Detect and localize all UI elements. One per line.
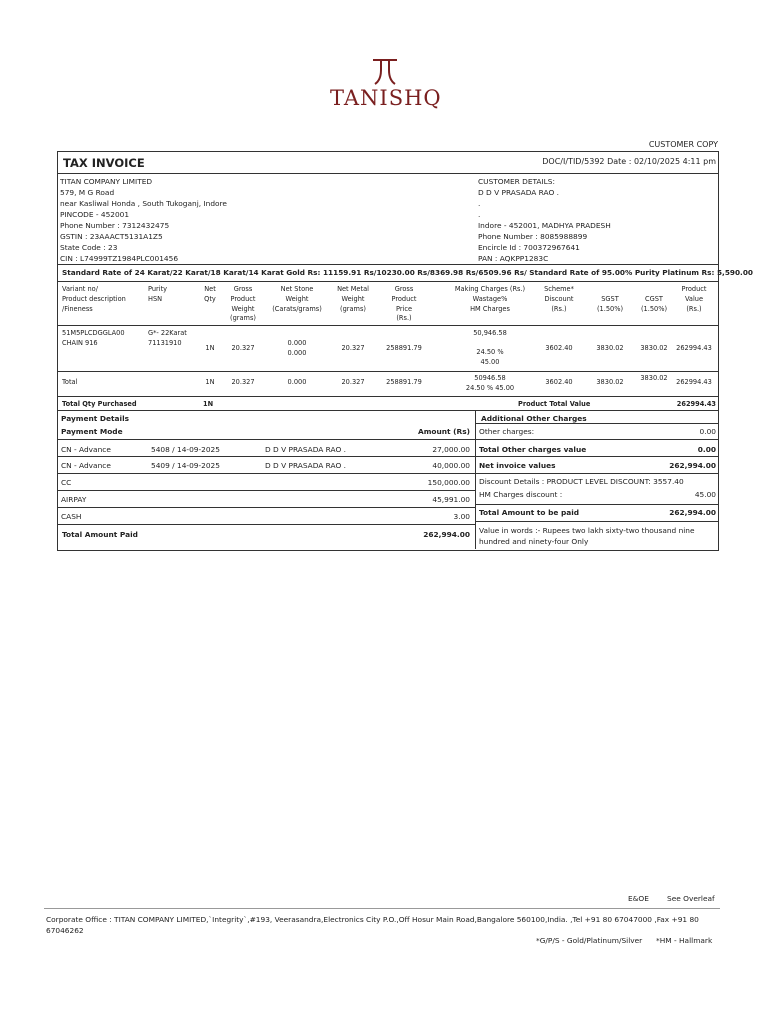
total-wastage-hm: 24.50 % 45.00 (465, 383, 515, 392)
item-wastage: 24.50 % (476, 348, 504, 356)
header-line: (Rs.) (551, 304, 567, 313)
col-stone-weight-header (268, 285, 326, 314)
col-purity-header (148, 285, 167, 305)
item-product-value: 262994.43 (676, 344, 712, 352)
total-gross-weight: 20.327 (231, 378, 255, 386)
col-value-header (674, 285, 714, 314)
header-line: Product description (62, 294, 126, 303)
total-qty-purchased-label: Total Qty Purchased (62, 400, 137, 408)
header-line: CGST (645, 295, 663, 303)
col-variant-header (62, 285, 126, 314)
divider (57, 524, 475, 525)
seller-line: PINCODE - 452001 (60, 210, 130, 219)
customer-line: PAN : AQKPP1283C (478, 254, 549, 263)
item-purity (148, 329, 187, 349)
seller-line: 579, M G Road (60, 188, 115, 197)
total-to-pay-label: Total Amount to be paid (479, 508, 580, 517)
hm-charges-discount-value: 45.00 (694, 490, 716, 499)
item-stone-weight (268, 339, 326, 359)
header-line: Qty (204, 294, 216, 303)
seller-line: Phone Number : 7312432475 (60, 221, 170, 230)
hm-charges-discount-label: HM Charges discount : (479, 490, 563, 499)
header-line: Value (684, 294, 704, 303)
payment-mode: CASH (61, 512, 82, 521)
col-metal-weight-header (332, 285, 374, 314)
col-making-header (450, 285, 530, 314)
tanishq-emblem-icon (370, 56, 400, 86)
col-scheme-header (538, 285, 580, 314)
total-stone-weight: 0.000 (287, 378, 307, 386)
header-line: HSN (148, 294, 163, 303)
seller-line: TITAN COMPANY LIMITED (60, 177, 153, 186)
total-making (440, 374, 540, 394)
eoe-label: E&OE (628, 894, 649, 903)
customer-line: Indore - 452001, MADHYA PRADESH (478, 221, 611, 230)
header-line: Gross (233, 285, 253, 293)
header-line: Net (204, 285, 216, 293)
corporate-office (46, 914, 718, 936)
seller-line: GSTIN : 23AAACT5131A1Z5 (60, 232, 163, 241)
payment-mode: CN - Advance (61, 445, 111, 454)
header-line: Weight (341, 294, 365, 303)
total-metal-weight: 20.327 (341, 378, 365, 386)
customer-line: Phone Number : 8085988899 (478, 232, 588, 241)
other-charges-label: Other charges: (479, 427, 535, 436)
section-divider (475, 410, 476, 549)
total-row-label: Total (62, 378, 78, 386)
divider (57, 325, 719, 326)
header-line: Variant no/ (62, 285, 98, 293)
item-metal-weight: 20.327 (341, 344, 365, 352)
item-making-charges: 50,946.58 (473, 329, 507, 337)
divider (475, 439, 719, 440)
header-line: /Fineness (62, 304, 93, 313)
header-line: Weight (231, 304, 255, 313)
divider (57, 490, 475, 491)
divider (57, 396, 719, 397)
header-line: Product (230, 294, 256, 303)
total-product-value: 262994.43 (676, 378, 712, 386)
header-line: Gross (394, 285, 414, 293)
header-line: Net Metal (337, 285, 369, 293)
value-in-words-line: hundred and ninety-four Only (479, 537, 589, 546)
total-amount-paid-value: 262,994.00 (423, 530, 470, 539)
divider (475, 423, 719, 424)
item-sgst: 3830.02 (596, 344, 624, 352)
header-line: (Carats/grams) (272, 304, 322, 313)
header-line: Price (395, 304, 413, 313)
item-wastage-hm (450, 348, 530, 368)
payment-amount: 45,991.00 (432, 495, 470, 504)
seller-line: CIN : L74999TZ1984PLC001456 (60, 254, 179, 263)
total-to-pay-value: 262,994.00 (669, 508, 716, 517)
divider (57, 439, 475, 440)
header-line: (grams) (340, 304, 366, 313)
item-variant-code: 51M5PLCDGGLA00 (62, 329, 125, 337)
amount-header: Amount (Rs) (418, 427, 470, 436)
other-charges-value: 0.00 (699, 427, 716, 436)
net-invoice-value: 262,994.00 (669, 461, 716, 470)
total-sgst: 3830.02 (596, 378, 624, 386)
item-stone-weight-value: 0.000 (287, 348, 307, 357)
payment-ref: 5408 / 14-09-2025 (151, 445, 220, 454)
invoice-title: TAX INVOICE (63, 156, 145, 170)
seller-line: near Kasliwal Honda , South Tukoganj, Indore (60, 199, 227, 208)
col-qty-header (198, 285, 222, 305)
col-sgst-header (590, 295, 630, 315)
total-gross-price: 258891.79 (386, 378, 422, 386)
customer-line: Encircle Id : 700372967641 (478, 243, 580, 252)
header-line: Making Charges (Rs.) (454, 285, 526, 293)
divider (57, 264, 719, 265)
payment-amount: 150,000.00 (427, 478, 470, 487)
divider (475, 473, 719, 474)
payment-mode-header: Payment Mode (61, 427, 123, 436)
item-gross-price: 258891.79 (386, 344, 422, 352)
header-line: (Rs.) (396, 314, 412, 323)
col-cgst-header (634, 295, 674, 315)
col-gross-weight-header (224, 285, 262, 324)
divider (57, 410, 719, 411)
customer-details (478, 176, 713, 264)
tanishq-logo (330, 56, 440, 120)
divider (57, 507, 475, 508)
gps-note: *G/P/S - Gold/Platinum/Silver (536, 936, 643, 945)
col-gross-price-header (384, 285, 424, 324)
header-line: (1.50%) (640, 304, 668, 313)
customer-line: . (478, 199, 481, 208)
header-line: SGST (601, 295, 619, 303)
divider (57, 473, 475, 474)
hm-note: *HM - Hallmark (656, 936, 713, 945)
payment-mode: CN - Advance (61, 461, 111, 470)
total-scheme-discount: 3602.40 (545, 378, 573, 386)
divider (57, 281, 719, 282)
total-other-charges-value: 0.00 (697, 445, 716, 454)
item-purity-value: G*- 22Karat (148, 329, 187, 337)
seller-line: State Code : 23 (60, 243, 118, 252)
header-line: Product (681, 285, 707, 293)
payment-amount: 27,000.00 (432, 445, 470, 454)
item-variant (62, 329, 125, 349)
brand-wordmark: TANISHQ (330, 86, 442, 110)
total-making-value: 50946.58 (474, 374, 506, 382)
total-amount-paid-label: Total Amount Paid (62, 530, 138, 539)
item-scheme-discount: 3602.40 (545, 344, 573, 352)
customer-copy-label: CUSTOMER COPY (648, 140, 718, 149)
header-line: Product (391, 294, 417, 303)
value-in-words (479, 525, 715, 547)
standard-rates: Standard Rate of 24 Karat/22 Karat/18 Karat/14 Karat Gold Rs: 11159.91 Rs/10230.00 Rs/8369.98 Rs/6509.96 Rs/ Standard Rate of 95.00% Purity Platinum Rs: 5,590.00 (62, 268, 753, 277)
divider (475, 456, 719, 457)
item-hm-charges: 45.00 (480, 357, 500, 366)
item-cgst: 3830.02 (640, 344, 668, 352)
header-line: (Rs.) (686, 304, 702, 313)
header-line: Weight (285, 294, 309, 303)
divider (57, 456, 475, 457)
header-line: HM Charges (470, 304, 510, 313)
product-total-value: 262994.43 (676, 400, 716, 408)
header-line: Purity (148, 285, 168, 293)
total-cgst: 3830.02 (640, 374, 668, 382)
corporate-office-line: Corporate Office : TITAN COMPANY LIMITED,`Integrity`,#193, Veerasandra,Electronics City P.O.,Off Hosur Main Road,Bangalore 560100,India. ,Tel +91 80 67047000 ,Fax +91 80 (46, 915, 699, 924)
payment-mode: AIRPAY (61, 495, 87, 504)
document-number-date: DOC/I/TID/5392 Date : 02/10/2025 4:11 pm (542, 157, 716, 166)
total-qty: 1N (205, 378, 215, 386)
item-qty: 1N (205, 344, 215, 352)
item-hsn: 71131910 (148, 338, 182, 347)
footer-divider (44, 908, 720, 909)
payment-mode: CC (61, 478, 72, 487)
payment-name: D D V PRASADA RAO . (265, 461, 346, 470)
value-in-words-line: Value in words :- Rupees two lakh sixty-two thousand nine (479, 526, 695, 535)
discount-details: Discount Details : PRODUCT LEVEL DISCOUNT: 3557.40 (479, 477, 684, 486)
total-other-charges-label: Total Other charges value (479, 445, 587, 454)
divider (475, 521, 719, 522)
payment-name: D D V PRASADA RAO . (265, 445, 346, 454)
see-overleaf-label: See Overleaf (667, 894, 715, 903)
header-line: Net Stone (280, 285, 314, 293)
header-line: Discount (544, 294, 574, 303)
additional-charges-title: Additional Other Charges (481, 414, 587, 423)
payment-ref: 5409 / 14-09-2025 (151, 461, 220, 470)
item-stone-weight-value: 0.000 (287, 339, 307, 347)
customer-line: CUSTOMER DETAILS: (478, 177, 555, 186)
header-line: (1.50%) (596, 304, 624, 313)
seller-details (60, 176, 460, 264)
divider (57, 371, 719, 372)
customer-line: D D V PRASADA RAO . (478, 188, 559, 197)
divider (475, 504, 719, 505)
total-qty-purchased-value: 1N (203, 400, 214, 408)
payment-details-title: Payment Details (61, 414, 130, 423)
corporate-office-line: 67046262 (46, 926, 84, 935)
payment-amount: 3.00 (453, 512, 470, 521)
item-description: CHAIN 916 (62, 338, 98, 347)
customer-line: . (478, 210, 481, 219)
header-line: Wastage% (472, 294, 508, 303)
payment-amount: 40,000.00 (432, 461, 470, 470)
product-total-value-label: Product Total Value (518, 400, 591, 408)
header-line: Scheme* (544, 285, 574, 293)
net-invoice-label: Net invoice values (479, 461, 556, 470)
header-line: (grams) (230, 314, 256, 323)
item-gross-weight: 20.327 (231, 344, 255, 352)
